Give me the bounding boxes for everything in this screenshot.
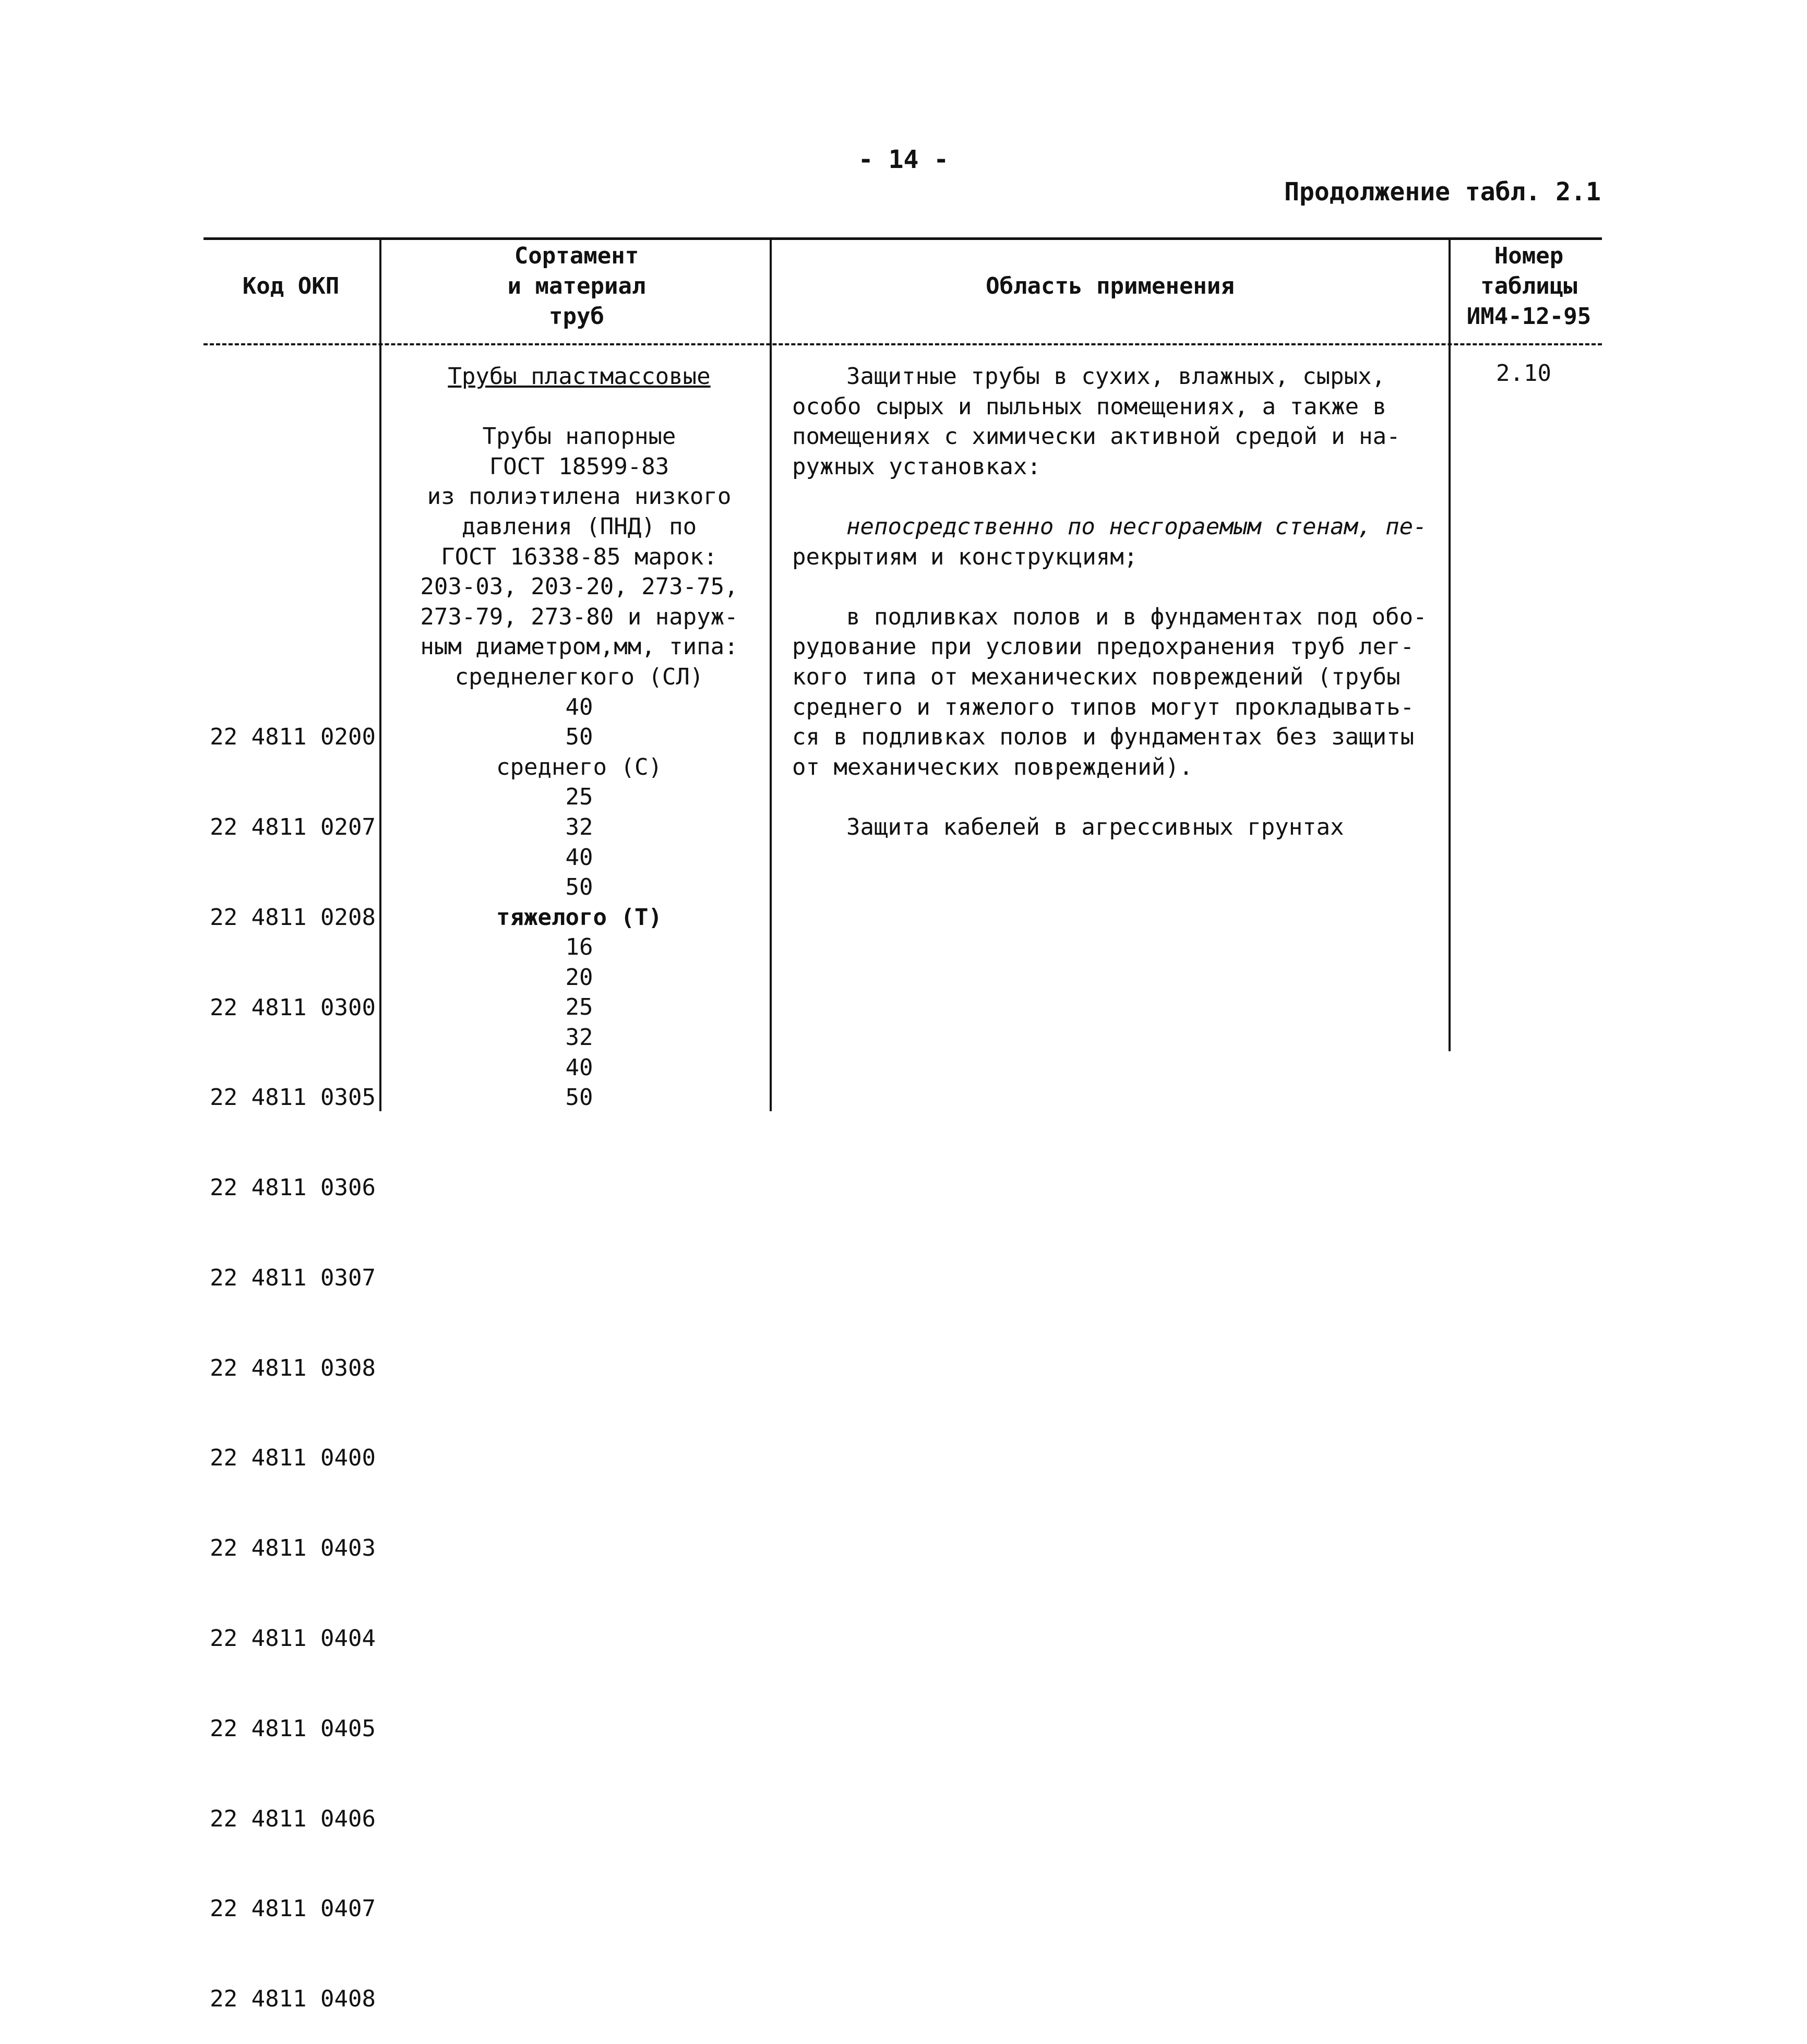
header-application: Область применения (986, 273, 1235, 299)
header-table-number-line: ИМ4-12-95 (1466, 303, 1591, 330)
assortment-type-medium: среднего (С) (496, 753, 662, 780)
okp-code: 22 4811 0200 (210, 724, 376, 751)
application-line: особо сырых и пыльных помещениях, а также в (792, 393, 1387, 420)
application-line: рудование при условии предохранения труб лег- (792, 633, 1415, 660)
page-number: - 14 - (858, 145, 949, 174)
okp-code: 22 4811 0407 (210, 1895, 376, 1922)
table-header-divider (204, 343, 1602, 345)
application-line: ружных установках: (792, 453, 1041, 480)
assortment-diameter: 40 (565, 844, 593, 871)
header-assortment (386, 241, 767, 332)
header-table-number-line: Номер (1494, 243, 1564, 269)
assortment-line: ГОСТ 18599-83 (489, 453, 669, 480)
okp-code: 22 4811 0408 (210, 1986, 376, 2013)
application-spacer (792, 482, 1434, 512)
assortment-diameter: 32 (565, 1024, 593, 1051)
okp-code: 22 4811 0305 (210, 1084, 376, 1111)
assortment-type-heavy: тяжелого (Т) (496, 904, 662, 931)
assortment-diameter: 50 (565, 1084, 593, 1111)
okp-code: 22 4811 0405 (210, 1715, 376, 1742)
assortment-diameter: 25 (565, 784, 593, 811)
application-line: непосредственно по несгораемым стенам, пе- (846, 513, 1427, 540)
assortment-type-light-medium: среднелегкого (СЛ) (454, 663, 704, 690)
assortment-diameter: 20 (565, 964, 593, 991)
okp-code: 22 4811 0307 (210, 1264, 376, 1291)
application-line: рекрытиям и конструкциям; (792, 543, 1138, 570)
okp-code: 22 4811 0403 (210, 1535, 376, 1562)
assortment-section-title: Трубы пластмассовые (448, 363, 711, 390)
okp-code: 22 4811 0306 (210, 1174, 376, 1201)
assortment-line (391, 392, 767, 422)
assortment-line: ГОСТ 16338-85 марок: (441, 543, 717, 570)
assortment-diameter: 40 (565, 693, 593, 720)
assortment-diameter: 40 (565, 1054, 593, 1081)
application-spacer (792, 782, 1434, 812)
okp-code: 22 4811 0406 (210, 1805, 376, 1832)
okp-code: 22 4811 0404 (210, 1625, 376, 1652)
application-line: от механических повреждений). (792, 753, 1193, 780)
header-table-number-line: таблицы (1480, 273, 1577, 299)
header-code: Код ОКП (242, 273, 340, 299)
assortment-column (391, 362, 767, 1113)
table-continuation-label: Продолжение табл. 2.1 (1284, 177, 1601, 207)
column-separator-2 (770, 240, 772, 1111)
assortment-line: Трубы напорные (482, 423, 676, 450)
application-line: кого типа от механических повреждений (трубы (792, 663, 1401, 690)
assortment-line: ным диаметром,мм, типа: (420, 633, 738, 660)
assortment-diameter: 50 (565, 724, 593, 751)
okp-code-column (201, 662, 376, 2044)
assortment-line: давления (ПНД) по (461, 513, 697, 540)
header-assortment-line: труб (549, 303, 604, 330)
assortment-line: из полиэтилена низкого (427, 483, 732, 510)
application-column (792, 362, 1434, 843)
assortment-diameter: 16 (565, 934, 593, 961)
application-line: Защита кабелей в агрессивных грунтах (846, 813, 1344, 840)
assortment-diameter: 50 (565, 874, 593, 901)
header-assortment-line: и материал (507, 273, 646, 299)
table-top-rule (204, 237, 1602, 240)
okp-code: 22 4811 0400 (210, 1445, 376, 1472)
application-line: среднего и тяжелого типов могут прокладывать- (792, 693, 1415, 720)
application-line: ся в подливках полов и фундаментах без защиты (792, 724, 1415, 751)
column-separator-1 (379, 240, 381, 1111)
header-assortment-line: Сортамент (514, 243, 639, 269)
assortment-diameter: 25 (565, 994, 593, 1021)
application-line: помещениях с химически активной средой и на- (792, 423, 1401, 450)
application-spacer (792, 572, 1434, 602)
table-number-value: 2.10 (1496, 360, 1551, 387)
okp-code: 22 4811 0300 (210, 994, 376, 1021)
assortment-line: 273-79, 273-80 и наруж- (420, 603, 738, 630)
assortment-diameter: 32 (565, 813, 593, 840)
application-line: Защитные трубы в сухих, влажных, сырых, (846, 363, 1386, 390)
assortment-line: 203-03, 203-20, 273-75, (420, 573, 738, 600)
header-table-number (1453, 241, 1605, 332)
okp-code: 22 4811 0208 (210, 904, 376, 931)
okp-code: 22 4811 0207 (210, 813, 376, 840)
application-line: в подливках полов и в фундаментах под обо- (846, 603, 1427, 630)
okp-code: 22 4811 0308 (210, 1354, 376, 1381)
